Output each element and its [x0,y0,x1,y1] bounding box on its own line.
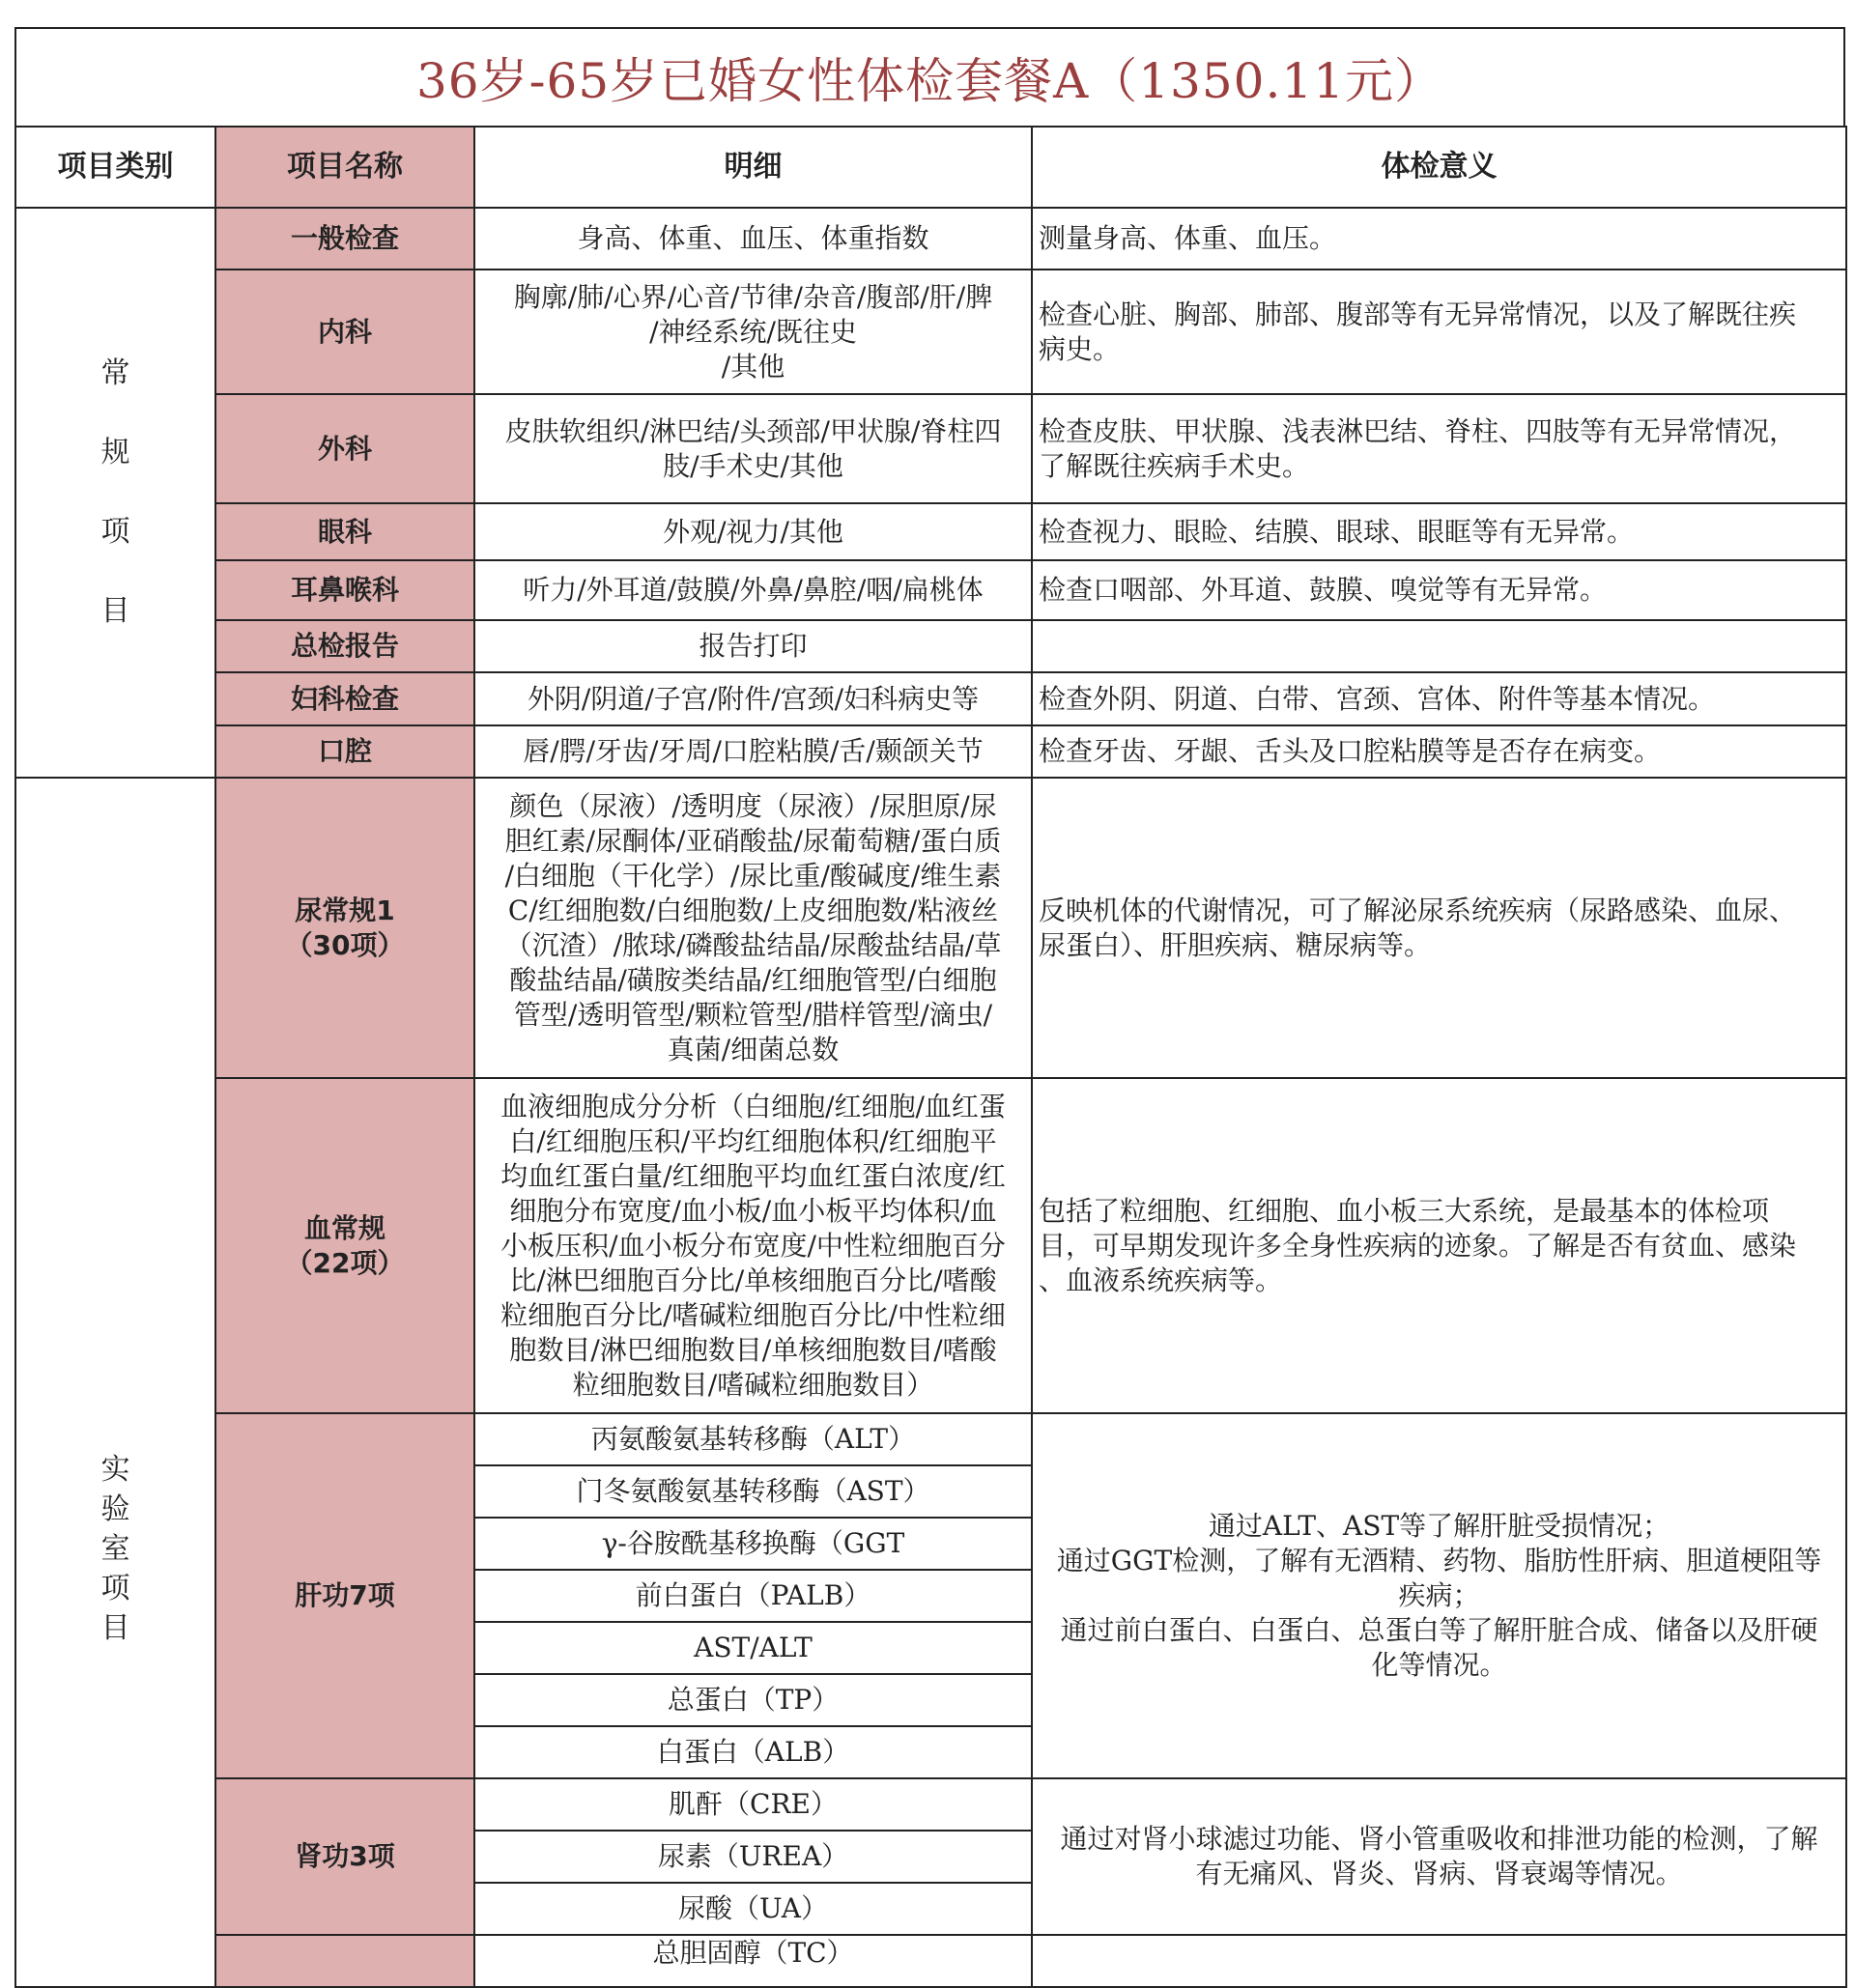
item-significance [1032,1935,1846,1987]
item-significance: 测量身高、体重、血压。 [1032,208,1846,270]
item-detail: 肌酐（CRE） [474,1778,1032,1831]
table-row [15,503,1846,560]
item-name: 一般检查 [215,208,474,270]
item-detail: 总蛋白（TP） [474,1674,1032,1726]
table-row [15,725,1846,778]
item-significance: 检查牙齿、牙龈、舌头及口腔粘膜等是否存在病变。 [1032,725,1846,778]
item-significance: 通过ALT、AST等了解肝脏受损情况； 通过GGT检测，了解有无酒精、药物、脂肪性肝病、胆道梗阻等 疾病； 通过前白蛋白、白蛋白、总蛋白等了解肝脏合成、储备以及肝硬 化等情况。 [1032,1413,1846,1778]
table-row [15,208,1846,270]
item-detail: 颜色（尿液）/透明度（尿液）/尿胆原/尿 胆红素/尿酮体/亚硝酸盐/尿葡萄糖/蛋白质 /白细胞（干化学）/尿比重/酸碱度/维生素 C/红细胞数/白细胞数/上皮细胞数/粘液丝 （沉渣）/脓球/磷酸盐结晶/尿酸盐结晶/草 酸盐结晶/磺胺类结晶/红细胞管型/白细胞 管型/透明管型/颗粒管型/腊样管型/滴虫/ 真菌/细菌总数 [474,778,1032,1078]
table-row [15,560,1846,620]
item-name [215,1935,474,1987]
item-detail: 尿酸（UA） [474,1883,1032,1935]
item-name: 眼科 [215,503,474,560]
header-significance: 体检意义 [1032,127,1846,208]
item-name: 内科 [215,270,474,394]
item-detail: 总胆固醇（TC） [474,1935,1032,1987]
item-name: 肝功7项 [215,1413,474,1778]
item-detail: 白蛋白（ALB） [474,1726,1032,1778]
item-detail: 听力/外耳道/鼓膜/外鼻/鼻腔/咽/扁桃体 [474,560,1032,620]
exam-table [14,126,1847,1988]
table-row [15,778,1846,1078]
item-name: 总检报告 [215,620,474,672]
item-detail: 门冬氨酸氨基转移酶（AST） [474,1465,1032,1518]
table-row [15,394,1846,503]
item-significance: 通过对肾小球滤过功能、肾小管重吸收和排泄功能的检测，了解 有无痛风、肾炎、肾病、肾衰竭等情况。 [1032,1778,1846,1935]
item-significance: 检查心脏、胸部、肺部、腹部等有无异常情况，以及了解既往疾 病史。 [1032,270,1846,394]
item-detail: 身高、体重、血压、体重指数 [474,208,1032,270]
item-detail: AST/ALT [474,1622,1032,1674]
item-detail: 唇/腭/牙齿/牙周/口腔粘膜/舌/颞颌关节 [474,725,1032,778]
item-significance: 检查外阴、阴道、白带、宫颈、宫体、附件等基本情况。 [1032,672,1846,725]
table-row [15,270,1846,394]
item-significance: 检查皮肤、甲状腺、浅表淋巴结、脊柱、四肢等有无异常情况， 了解既往疾病手术史。 [1032,394,1846,503]
category-lab: 实 验 室 项 目 [15,778,215,1987]
item-significance: 检查视力、眼睑、结膜、眼球、眼眶等有无异常。 [1032,503,1846,560]
item-detail: 外观/视力/其他 [474,503,1032,560]
exam-package-sheet [14,27,1845,1988]
table-row [15,1413,1846,1465]
item-name: 口腔 [215,725,474,778]
table-row [15,620,1846,672]
item-detail: 胸廓/肺/心界/心音/节律/杂音/腹部/肝/脾 /神经系统/既往史 /其他 [474,270,1032,394]
table-row [15,1935,1846,1987]
table-row [15,1078,1846,1413]
item-name: 妇科检查 [215,672,474,725]
item-significance [1032,620,1846,672]
header-detail: 明细 [474,127,1032,208]
item-significance: 包括了粒细胞、红细胞、血小板三大系统，是最基本的体检项 目，可早期发现许多全身性疾病的迹象。了解是否有贫血、感染 、血液系统疾病等。 [1032,1078,1846,1413]
item-name: 血常规 （22项） [215,1078,474,1413]
item-detail: 尿素（UREA） [474,1831,1032,1883]
item-detail: 丙氨酸氨基转移酶（ALT） [474,1413,1032,1465]
item-significance: 反映机体的代谢情况，可了解泌尿系统疾病（尿路感染、血尿、 尿蛋白）、肝胆疾病、糖尿病等。 [1032,778,1846,1078]
item-name: 尿常规1 （30项） [215,778,474,1078]
item-detail: 前白蛋白（PALB） [474,1570,1032,1622]
item-detail: 报告打印 [474,620,1032,672]
item-significance: 检查口咽部、外耳道、鼓膜、嗅觉等有无异常。 [1032,560,1846,620]
item-name: 肾功3项 [215,1778,474,1935]
header-row [15,127,1846,208]
item-detail: 血液细胞成分分析（白细胞/红细胞/血红蛋 白/红细胞压积/平均红细胞体积/红细胞平 均血红蛋白量/红细胞平均血红蛋白浓度/红 细胞分布宽度/血小板/血小板平均体积/血 小板压积/血小板分布宽度/中性粒细胞百分 比/淋巴细胞百分比/单核细胞百分比/嗜酸 粒细胞百分比/嗜碱粒细胞百分比/中性粒细 胞数目/淋巴细胞数目/单核细胞数目/嗜酸 粒细胞数目/嗜碱粒细胞数目） [474,1078,1032,1413]
item-name: 外科 [215,394,474,503]
item-detail: γ-谷胺酰基移换酶（GGT [474,1518,1032,1570]
item-detail: 外阴/阴道/子宫/附件/宫颈/妇科病史等 [474,672,1032,725]
header-category: 项目类别 [15,127,215,208]
page-title: 36岁-65岁已婚女性体检套餐A（1350.11元） [14,27,1845,126]
table-row [15,672,1846,725]
category-regular: 常 规 项 目 [15,208,215,778]
item-name: 耳鼻喉科 [215,560,474,620]
item-detail: 皮肤软组织/淋巴结/头颈部/甲状腺/脊柱四 肢/手术史/其他 [474,394,1032,503]
table-row [15,1778,1846,1831]
header-name: 项目名称 [215,127,474,208]
